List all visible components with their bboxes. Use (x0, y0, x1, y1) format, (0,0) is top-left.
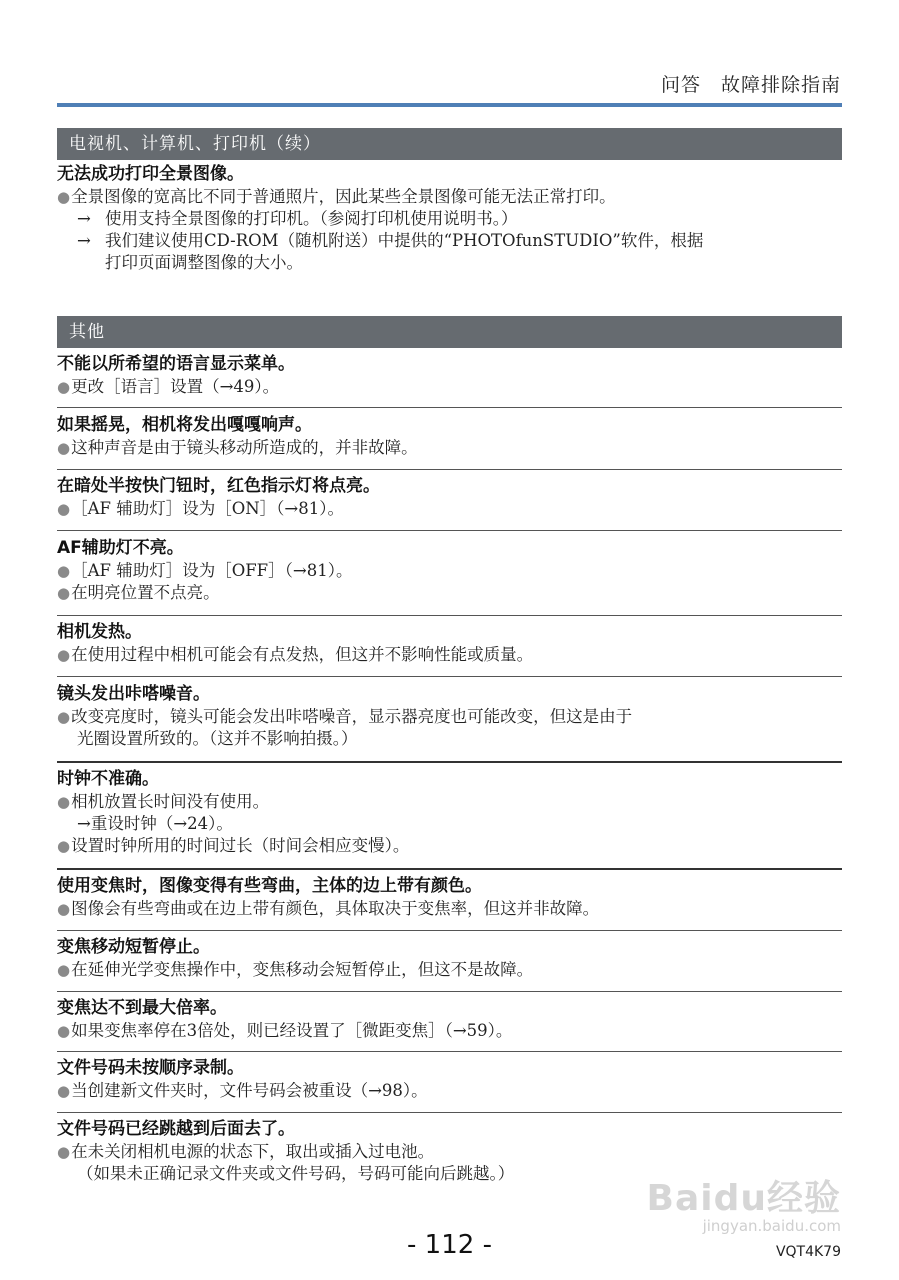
divider (57, 761, 842, 763)
question-zoom-max (57, 996, 842, 1042)
question-title: 时钟不准确。 (57, 769, 159, 789)
arrow-icon: → (77, 209, 91, 228)
question-title: 在暗处半按快门钮时，红色指示灯将点亮。 (57, 476, 380, 496)
page-number: - 112 - (407, 1230, 492, 1260)
question-title: 无法成功打印全景图像。 (57, 164, 244, 184)
answer-line: ●在延伸光学变焦操作中，变焦移动会短暂停止，但这不是故障。 (57, 960, 534, 979)
question-camera-hot (57, 620, 842, 666)
question-title: 文件号码已经跳越到后面去了。 (57, 1119, 295, 1139)
answer-line: 光圈设置所致的。（这并不影响拍摄。） (77, 729, 358, 748)
answer-line: ●图像会有些弯曲或在边上带有颜色，具体取决于变焦率，但这并非故障。 (57, 899, 600, 918)
bullet-icon: ● (57, 837, 71, 855)
question-red-lamp (57, 474, 842, 520)
question-title: 如果摇晃，相机将发出嘎嘎响声。 (57, 415, 312, 435)
question-title: 相机发热。 (57, 622, 142, 642)
question-title: 使用变焦时，图像变得有些弯曲，主体的边上带有颜色。 (57, 876, 482, 896)
watermark (647, 1170, 841, 1235)
answer-line: ●［AF 辅助灯］设为［ON］（→81）。 (57, 499, 344, 518)
bullet-icon: ● (57, 562, 71, 580)
question-title: AF辅助灯不亮。 (57, 538, 184, 558)
divider (57, 930, 842, 931)
watermark-url: jingyan.baidu.com (702, 1217, 841, 1235)
bullet-icon: ● (57, 1143, 71, 1161)
bullet-icon: ● (57, 646, 71, 664)
bullet-icon: ● (57, 793, 71, 811)
question-zoom-distortion (57, 874, 842, 920)
answer-line: → 使用支持全景图像的打印机。（参阅打印机使用说明书。） (77, 209, 518, 228)
divider (57, 1051, 842, 1052)
question-panorama-print (57, 162, 842, 274)
divider (57, 530, 842, 531)
answer-line: ●改变亮度时，镜头可能会发出咔嗒噪音，显示器亮度也可能改变，但这是由于 (57, 707, 633, 726)
answer-line: ●设置时钟所用的时间过长（时间会相应变慢）。 (57, 836, 410, 855)
question-file-order (57, 1056, 842, 1102)
divider (57, 676, 842, 677)
question-lens-click (57, 682, 842, 750)
bullet-icon: ● (57, 378, 71, 396)
answer-line: ●在明亮位置不点亮。 (57, 583, 220, 602)
question-rattle (57, 413, 842, 459)
bullet-icon: ● (57, 1022, 71, 1040)
divider (57, 868, 842, 870)
question-title: 镜头发出咔嗒噪音。 (57, 684, 210, 704)
question-title: 变焦移动短暂停止。 (57, 937, 210, 957)
question-clock (57, 767, 842, 857)
bullet-icon: ● (57, 439, 71, 457)
answer-line: ●这种声音是由于镜头移动所造成的，并非故障。 (57, 438, 418, 457)
divider (57, 1112, 842, 1113)
bullet-icon: ● (57, 188, 71, 206)
answer-line: 打印页面调整图像的大小。 (105, 253, 303, 272)
question-af-lamp (57, 536, 842, 604)
header-rule (57, 103, 842, 107)
page-header-title: 问答 故障排除指南 (660, 74, 841, 96)
bullet-icon: ● (57, 584, 71, 602)
divider (57, 407, 842, 408)
bullet-icon: ● (57, 900, 71, 918)
question-language (57, 352, 842, 398)
bullet-icon: ● (57, 961, 71, 979)
answer-line: ●［AF 辅助灯］设为［OFF］（→81）。 (57, 561, 353, 580)
answer-line: →重设时钟（→24）。 (77, 814, 233, 833)
answer-line: ●当创建新文件夹时，文件号码会被重设（→98）。 (57, 1081, 428, 1100)
answer-line: ●相机放置长时间没有使用。 (57, 792, 270, 811)
answer-line: （如果未正确记录文件夹或文件号码，号码可能向后跳越。） (77, 1164, 515, 1183)
divider (57, 615, 842, 616)
arrow-icon: → (77, 231, 91, 250)
answer-line: → 我们建议使用CD-ROM（随机附送）中提供的“PHOTOfunSTUDIO”软件，根据 (77, 231, 704, 250)
question-title: 变焦达不到最大倍率。 (57, 998, 227, 1018)
answer-line: ●如果变焦率停在3倍处，则已经设置了［微距变焦］（→59）。 (57, 1021, 513, 1040)
answer-line: ●更改［语言］设置（→49）。 (57, 377, 280, 396)
model-code: VQT4K79 (775, 1244, 841, 1260)
answer-line: ●全景图像的宽高比不同于普通照片，因此某些全景图像可能无法正常打印。 (57, 187, 616, 206)
divider (57, 469, 842, 470)
watermark-logo: Baidu经验 (646, 1178, 841, 1219)
question-title: 文件号码未按顺序录制。 (57, 1058, 244, 1078)
answer-line: ●在未关闭相机电源的状态下，取出或插入过电池。 (57, 1142, 435, 1161)
question-zoom-stop (57, 935, 842, 981)
section-header-other: 其他 (57, 316, 842, 348)
answer-line: ●在使用过程中相机可能会有点发热，但这并不影响性能或质量。 (57, 645, 534, 664)
divider (57, 991, 842, 992)
section-header-tv-pc-printer: 电视机、计算机、打印机（续） (57, 128, 842, 160)
bullet-icon: ● (57, 500, 71, 518)
bullet-icon: ● (57, 708, 71, 726)
question-title: 不能以所希望的语言显示菜单。 (57, 354, 295, 374)
bullet-icon: ● (57, 1082, 71, 1100)
